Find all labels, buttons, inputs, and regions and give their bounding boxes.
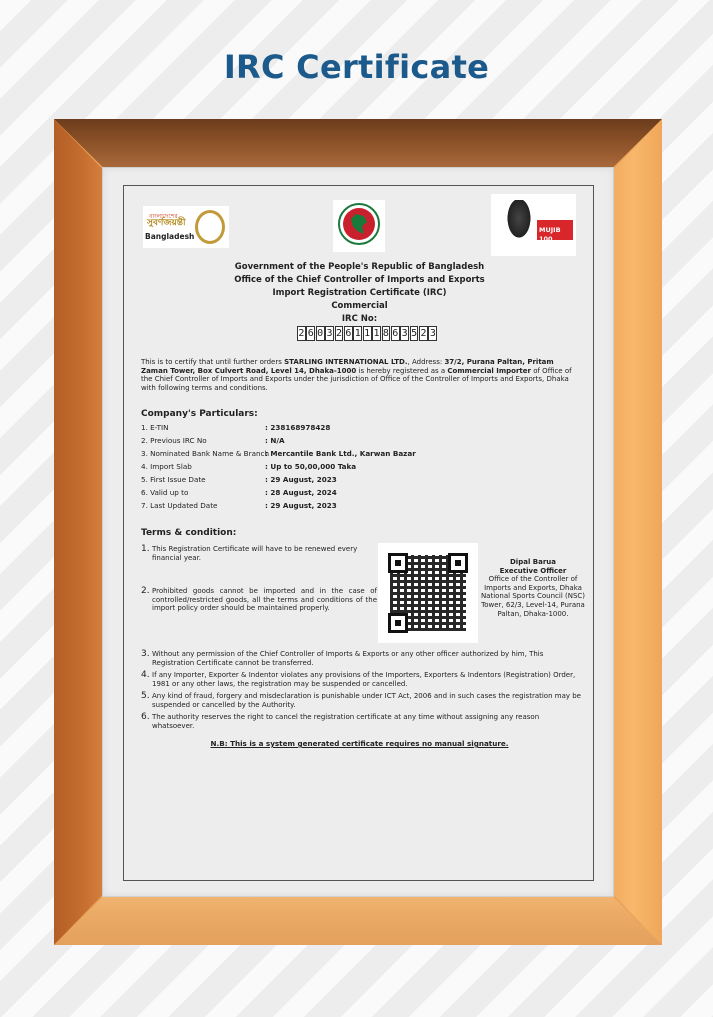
term-text: Prohibited goods cannot be imported and in the case of controlled/restricted goods, all the terms and conditions of the import policy order should be maintained properly. — [152, 587, 377, 612]
mujib-badge-text: MUJIB 100 — [539, 226, 561, 243]
heading-irc: Import Registration Certificate (IRC) — [272, 288, 447, 298]
system-note: N.B: This is a system generated certificate requires no manual signature. — [210, 739, 509, 748]
particulars-title: Company's Particulars: — [141, 409, 258, 419]
frame-top — [54, 119, 662, 167]
intro-text: , Address: — [407, 358, 445, 366]
frame-right — [614, 119, 662, 945]
heading-office: Office of the Chief Controller of Imports and Exports — [234, 275, 485, 285]
mujib-100-logo — [491, 194, 576, 256]
irc-digit: 6 — [392, 328, 399, 339]
irc-number — [297, 326, 438, 342]
particular-row — [141, 475, 581, 488]
term-item — [141, 692, 581, 709]
irc-digit: 0 — [317, 328, 324, 339]
particular-value: : 238168978428 — [265, 423, 331, 432]
frame-bottom — [54, 897, 662, 945]
irc-digit: 6 — [307, 328, 314, 339]
term-number: 6. — [141, 712, 150, 722]
term-number: 2. — [141, 586, 150, 596]
irc-digit: 1 — [364, 328, 371, 339]
particular-label: 7. Last Updated Date — [141, 501, 218, 510]
irc-digit: 5 — [411, 328, 418, 339]
particular-row — [141, 423, 581, 436]
particular-row — [141, 462, 581, 475]
term-item — [141, 587, 377, 613]
irc-digit: 2 — [335, 328, 342, 339]
heading-government: Government of the People's Republic of Bangladesh — [234, 262, 485, 272]
term-number: 5. — [141, 691, 150, 701]
signer-name: Dipal Barua — [510, 558, 556, 566]
intro-text: of Office of the Chief Controller of Imports and Exports under the jurisdiction of Office of the Controller of Imports and Exports, Dhaka with following terms and conditions. — [141, 366, 572, 392]
irc-digit: 1 — [373, 328, 380, 339]
heading-category: Commercial — [331, 301, 388, 311]
company-name: STARLING INTERNATIONAL LTD. — [284, 358, 408, 366]
particular-row — [141, 488, 581, 501]
company-address: 37/2, Purana Paltan, Pritam Zaman Tower, Box Culvert Road, Level 14, Dhaka-1000 — [141, 358, 554, 375]
particular-value: : 28 August, 2024 — [265, 488, 337, 497]
page-title: IRC Certificate — [223, 48, 490, 86]
particular-row — [141, 436, 581, 449]
particular-row — [141, 449, 581, 462]
term-item — [141, 713, 581, 730]
signer-title: Executive Officer — [499, 566, 567, 575]
term-text: Any kind of fraud, forgery and misdeclaration is punishable under ICT Act, 2006 and in such cases the registration may be suspended or cancelled by the Authority. — [152, 692, 581, 709]
irc-digit: 3 — [326, 328, 333, 339]
certification-statement — [141, 358, 579, 392]
portrait-icon — [499, 200, 539, 252]
particular-label: 2. Previous IRC No — [141, 436, 207, 445]
particular-value: : Up to 50,00,000 Taka — [265, 462, 357, 471]
particular-label: 1. E-TIN — [141, 423, 169, 432]
irc-digit: 6 — [345, 328, 352, 339]
irc-digit: 2 — [298, 328, 305, 339]
logo-bn-line1: বাংলাদেশের — [149, 213, 178, 220]
certificate — [123, 185, 594, 881]
signer-office: Office of the Controller of Imports and Exports, Dhaka National Sports Council (NSC) Tower, 62/3, Level-14, Purana Paltan, Dhaka-1000. — [480, 575, 586, 618]
fifty-emblem-icon — [195, 210, 225, 244]
term-number: 3. — [141, 649, 150, 659]
particular-label: 4. Import Slab — [141, 462, 192, 471]
term-text: The authority reserves the right to cancel the registration certificate at any time without assigning any reason whatsoever. — [152, 713, 540, 730]
irc-digit: 1 — [354, 328, 361, 339]
irc-digit: 8 — [382, 328, 389, 339]
terms-title: Terms & condition: — [141, 528, 237, 538]
particular-label: 3. Nominated Bank Name & Branch — [141, 449, 270, 458]
irc-digit: 2 — [420, 328, 427, 339]
term-text: This Registration Certificate will have to be renewed every financial year. — [152, 545, 358, 562]
frame-left — [54, 119, 102, 945]
logo-en: Bangladesh — [145, 232, 195, 241]
particular-row — [141, 501, 581, 514]
particular-value: : Mercantile Bank Ltd., Karwan Bazar — [265, 449, 416, 458]
signatory-block — [479, 558, 587, 618]
heading-irc-no: IRC No: — [341, 314, 378, 324]
particular-value: : 29 August, 2023 — [265, 501, 337, 510]
irc-digit: 3 — [429, 328, 436, 339]
term-number: 4. — [141, 670, 150, 680]
golden-jubilee-logo — [143, 206, 229, 248]
term-number: 1. — [141, 544, 150, 554]
intro-text: is hereby registered as a — [356, 366, 448, 375]
particular-value: : 29 August, 2023 — [265, 475, 337, 484]
term-item — [141, 671, 581, 688]
government-seal-icon — [333, 200, 385, 252]
intro-text: This is to certify that until further orders — [141, 358, 285, 366]
term-item — [141, 650, 581, 667]
importer-type: Commercial Importer — [447, 366, 531, 375]
qr-code-icon — [378, 543, 478, 643]
irc-digit: 3 — [401, 328, 408, 339]
particulars-list — [141, 423, 581, 514]
particular-label: 6. Valid up to — [141, 488, 189, 497]
term-text: If any Importer, Exporter & Indentor violates any provisions of the Importers, Exporters & Indentors (Registration) Order, 1981 or any other laws, the registration may be suspended or cancelled. — [152, 671, 576, 688]
logo-bn-line2: সুবর্ণজয়ন্তী — [147, 218, 186, 228]
particular-label: 5. First Issue Date — [141, 475, 206, 484]
term-text: Without any permission of the Chief Controller of Imports & Exports or any other officer authorized by him, This Registration Certificate cannot be transferred. — [152, 650, 544, 667]
term-item — [141, 545, 361, 562]
particular-value: : N/A — [265, 436, 285, 445]
